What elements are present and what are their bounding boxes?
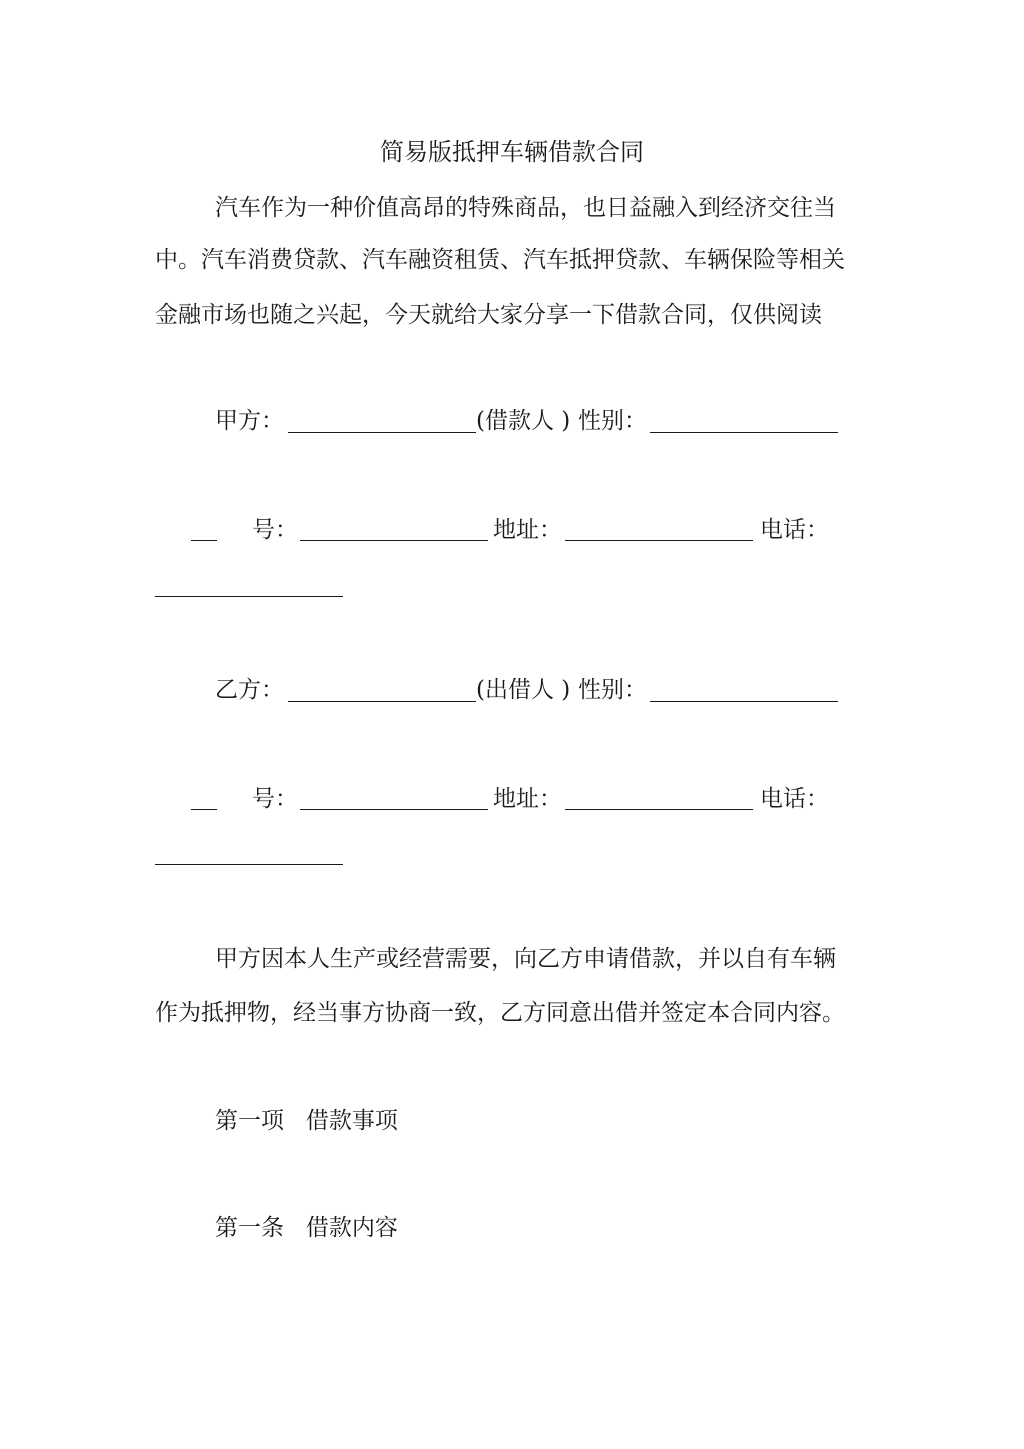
intro-line-3: 金融市场也随之兴起，今天就给大家分享一下借款合同，仅供阅读 bbox=[155, 302, 822, 328]
article-1-heading: 第一条 借款内容 bbox=[215, 1215, 398, 1241]
party-b-name-blank[interactable] bbox=[288, 701, 476, 702]
party-a-role: (借款人 ) bbox=[476, 408, 571, 434]
party-b-label: 乙方： bbox=[215, 677, 284, 703]
party-b-id-blank[interactable] bbox=[300, 809, 488, 810]
agreement-line-2: 作为抵押物，经当事方协商一致，乙方同意出借并签定本合同内容。 bbox=[155, 1000, 845, 1026]
agreement-line-1: 甲方因本人生产或经营需要，向乙方申请借款，并以自有车辆 bbox=[215, 946, 836, 972]
party-b-address-label: 地址： bbox=[493, 786, 562, 812]
party-b-gender-label: 性别： bbox=[578, 677, 647, 703]
party-b-id-label: 号： bbox=[252, 786, 298, 812]
party-b-address-blank[interactable] bbox=[565, 809, 753, 810]
party-a-address-blank[interactable] bbox=[565, 540, 753, 541]
party-b-role: (出借人 ) bbox=[476, 677, 571, 703]
party-a-id-type-blank[interactable] bbox=[191, 540, 217, 541]
party-b-gender-blank[interactable] bbox=[650, 701, 838, 702]
party-a-phone-label: 电话： bbox=[760, 517, 829, 543]
intro-line-2: 中。汽车消费贷款、汽车融资租赁、汽车抵押贷款、车辆保险等相关 bbox=[155, 247, 845, 273]
section-1-heading: 第一项 借款事项 bbox=[215, 1108, 398, 1134]
party-a-phone-blank[interactable] bbox=[155, 596, 343, 597]
party-a-id-label: 号： bbox=[252, 517, 298, 543]
party-a-label: 甲方： bbox=[215, 408, 284, 434]
party-a-gender-blank[interactable] bbox=[650, 432, 838, 433]
intro-line-1: 汽车作为一种价值高昂的特殊商品，也日益融入到经济交往当 bbox=[215, 195, 836, 221]
party-a-name-blank[interactable] bbox=[288, 432, 476, 433]
party-a-gender-label: 性别： bbox=[578, 408, 647, 434]
party-b-id-type-blank[interactable] bbox=[191, 809, 217, 810]
document-title: 简易版抵押车辆借款合同 bbox=[380, 138, 644, 166]
party-a-address-label: 地址： bbox=[493, 517, 562, 543]
party-b-phone-blank[interactable] bbox=[155, 864, 343, 865]
party-b-phone-label: 电话： bbox=[760, 786, 829, 812]
party-a-id-blank[interactable] bbox=[300, 540, 488, 541]
